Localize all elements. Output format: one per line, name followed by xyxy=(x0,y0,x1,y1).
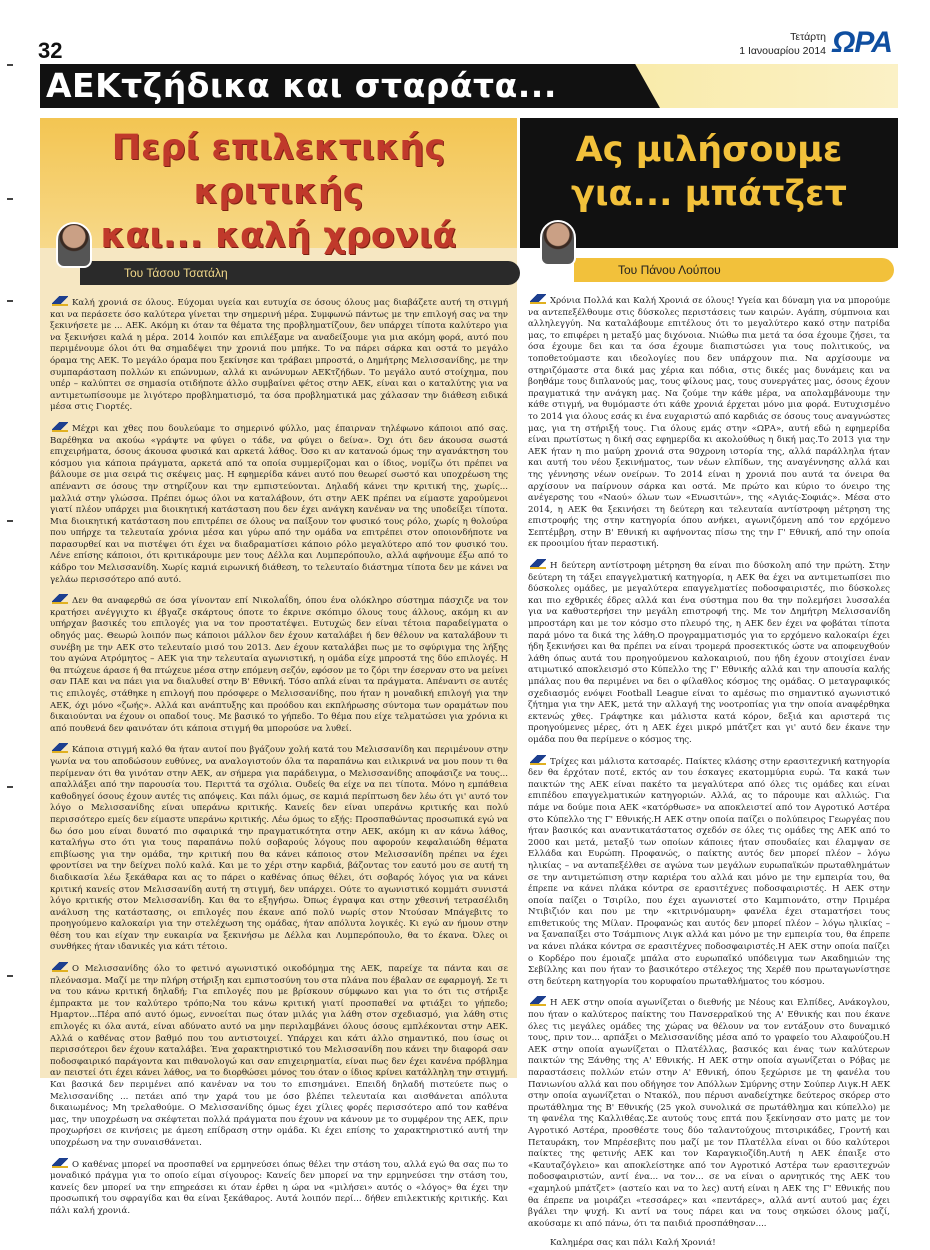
right-headline-line2: για... μπάτζετ xyxy=(571,174,847,214)
page-number: 32 xyxy=(38,38,63,63)
right-paragraph-text: Χρόνια Πολλά και Καλή Χρονιά σε όλους! Υγεία και δύναμη για να μπορούμε να αντεπεξέλθουμε στις δύσκολες περιστάσεις των καιρών. Αγάπη, σύμπνοια και αλληλεγγύη. Να καταλάβουμε επιτέλους ότι το μεγαλύτερο κακό στην πατρίδα μας, το επιφέρει η μεταξύ μας διχόνοια. Νιώθω πια μετά τα όσα έχουμε ζήσει, τα όσα έχουμε δει και τα όσα έχουμε διαπιστώσει για τους πολιτικούς, να τοποθετούμαστε και ιδεολογίες που δεν υπάρχουν πια. Να αρχίσουμε να στηριζόμαστε στα δικά μας χέρια και πόδια, στις δικές μας δυνάμεις και να βοηθάμε τους διπλανούς μας, τους φίλους μας, τους συνεργάτες μας, όσους έχουν πραγματικά την ανάγκη μας. Να ζούμε την κάθε μέρα, να απολαμβάνουμε την κάθε στιγμή, να θυμόμαστε ότι κάθε χρονιά έρχεται μόνο μια φορά. Ευτυχισμένο το 2014 για όλους εσάς κι ένα ευχαριστώ από καρδιάς σε όσους τους αναγνώστες μας, για τη στήριξή τους. Για όλους εμάς στην «ΩΡΑ», αυτή εδώ η εφημερίδα είναι πρωτίστως η δική σας εφημερίδα κι ακολούθως η δική μας.Το 2013 για την ΑΕΚ ήταν η πιο μαύρη χρονιά στα 90χρονη ιστορία της, αλλά παράλληλα ήταν και αυτή του νέου ξεκινήματος, των νέων ελπίδων, της αναγέννησης αλλά και της γέννησης νέων ονείρων. Το 2014 είναι η χρονιά που αυτά τα όνειρα θα αρχίσουν να παίρνουν σάρκα και οστά. Με πρώτο και κύριο το όνειρο της ανέγερσης του «Ναού» όλων των «Ενωσιτών», της «Αγιάς-Σοφιάς». Μέσα στο 2014, η ΑΕΚ θα ξεκινήσει τη δεύτερη και τελευταία αντίστροφη μέτρηση της επιστροφής της στην κατηγορία όπου ανήκει, αγωνιζόμενη από τον ερχόμενο Σεπτέμβρη, στην Β' Εθνική κι αφήνοντας πίσω της την Γ' Εθνική, από την οποία εκ προοιμίου ήταν περαστική. xyxy=(528,296,890,550)
left-paragraph-text: Δεν θα αναφερθώ σε όσα γίνονταν επί Νικολαΐδη, όπου ένα ολόκληρο σύστημα πάσχιζε να τον κρατήσει ανέγγιχτο κι έβγαζε σκάρτους όποτε το έκρινε σκόπιμο όλους τους άλλους, ακόμη κι αν υπήρχαν βασικές του επιλογές για να τον προστατέψει. Ευτυχώς δεν είναι τέτοια παραδείγματα ο οδηγός μας. Θεωρώ λοιπόν πως κάποιοι μάλλον δεν έχουν καταλάβει ή δεν θέλουν να καταλάβουν τι συνέβη με την ΑΕΚ στο τελευταίο μισό του 2013. Δεν έχουν καταλάβει πως με το σφύριγμα της λήξης του αγώνα Ατρόμητος – ΑΕΚ για την τελευταία αγωνιστική, η ομάδα είχε μπροστά της δύο επιλογές. Η θα πτώχευε άρασε ή θα πτώχευε μέσα στην επόμενη σεζόν, εφόσον με το ζόρι την έσερναν στο να μείνει σαν ΠΑΕ και να πάει για να διαλυθεί στην Β' Εθνική. Τόσο απλά είναι τα πράγματα. Απέναντι σε αυτές τις επιλογές, στάθηκε η επιλογή που πρόσφερε ο Μελισσανίδης, που ήταν η μοναδική επιλογή για την ΑΕΚ, όχι μόνο «ζωής». Αλλά και ανάπτυξης και προόδου και εκπλήρωσης σύντομα των οραμάτων που δικαιούνται να έχουν οι οπαδοί τους. Με βασικό το γήπεδο. Το θέμα που είχε τελματώσει για χρόνια κι από πουθενά δεν φαινόταν ότι κάποια στιγμή θα μπορούσε να λυθεί. xyxy=(50,596,508,734)
right-author-avatar xyxy=(540,220,576,266)
left-paragraph xyxy=(50,422,508,586)
pen-icon xyxy=(52,594,68,604)
pen-icon xyxy=(52,422,68,432)
right-paragraph xyxy=(528,755,890,989)
right-paragraph-text: Η δεύτερη αντίστροφη μέτρηση θα είναι πιο δύσκολη από την πρώτη. Στην δεύτερη τη τάξει επαγγελματική κατηγορία, η ΑΕΚ θα έχει να αντιμετωπίσει πιο δύσκολες ομάδες, με μεγαλύτερα επαγγελματίες ποδοσφαιριστές, πιο δύσκολες και πιο εχθρικές έδρες αλλά και ένα σύστημα που θα την πολεμήσει λυσσαλέα για να καθυστερήσει την μεγάλη επιστροφή της. Με τον Δημήτρη Μελισσανίδη μπροστάρη και με τον κόσμο στο πλευρό της, η ΑΕΚ δεν έχει να φοβάται τίποτα παρά μόνο τα δικά της λάθη.Ο προγραμματισμός για το ερχόμενο καλοκαίρι έχει ήδη ξεκινήσει και θα πρέπει να είναι τρομερά προσεκτικός ώστε να αποφευχθούν λάθη όπως αυτά του προηγούμενου καλοκαιριού, που ήδη έχουν στοιχίσει έναν ατιμωτικό αποκλεισμό στο Κύπελλο της Γ' Εθνικής αλλά και την απουσία καλής μπάλας που θα περιμένει να δει ο φίλαθλος κόσμος της ομάδας. Ο μεταγραφικός σχεδιασμός ενόψει Football League είναι το αμέσως πιο σημαντικό αγωνιστικό ζήτημα για την ΑΕΚ, μετά την αλλαγή της νοοτροπίας για την οποία αναφέρθηκα εκτενώς χθες. Γράφτηκε και μάλιστα κατά κόρον, δεξιά και αριστερά τις προηγούμενες μέρες, ότι η ΑΕΚ έχει μικρό μπάτζετ και γι' αυτό δεν έκανε την ομάδα που θα περίμενε ο κόσμος της. xyxy=(528,561,890,745)
right-headline-line1: Ας μιλήσουμε xyxy=(575,130,843,170)
pen-icon xyxy=(52,962,68,972)
margin-mark xyxy=(7,198,13,200)
pen-icon xyxy=(52,743,68,753)
left-paragraph xyxy=(50,594,508,735)
right-paragraph xyxy=(528,996,890,1230)
left-headline xyxy=(40,126,517,258)
pen-icon xyxy=(530,559,546,569)
left-paragraph xyxy=(50,1158,508,1218)
issue-day: Τετάρτη xyxy=(790,31,826,43)
left-article-header xyxy=(40,118,517,256)
right-paragraph-text: Τρίχες και μάλιστα κατσαρές. Παίκτες κλάσης στην ερασιτεχνική κατηγορία δεν θα έρχόταν ποτέ, εκτός αν του έσκαγες εκατομμύρια ευρώ. Τα κακά των παικτών της ΑΕΚ είναι πακέτο τα μεγαλύτερα από όλες τις ομάδες και είναι επιπέδου επαγγελματικών κατηγοριών. Αλλά, ας το πάρουμε και αλλιώς. Για πάμε να δούμε ποια ΑΕΚ «κατόρθωσε» να αποκλειστεί από τον Αγροτικό Αστέρα στο Κύπελλο της Γ' Εθνικής.Η ΑΕΚ στην οποία παίζει ο πολύπειρος Γεωργέας που ήταν βασικός και αναντικατάστατος σχεδόν σε όλες τις ομάδες της ΑΕΚ από το 2000 και μετά, μεταξύ των οποίων κάποιες ήταν σπουδαίες και έλαμψαν σε Ελλάδα και Ευρώπη. Προφανώς, ο παίκτης αυτός δεν μπορεί πλέον – λόγω ηλικίας – να ανταπεξέλθει σε αγώνα των μεγάλων ευρωπαϊκών πρωταθλημάτων σε την αντιμετώπιση στην καριέρα του αλλά και μόνο με την εμπειρία του, θα έπρεπε να κάνει πλάκα κόντρα σε ερασιτέχνες ποδοσφαιριστές. Η ΑΕΚ στην οποία παίζει ο Τσιρίλο, που έχει αγωνιστεί στο Καμπιονάτο, στην Πριμέρα Ντιβιζιόν και που με την «κιτρινόμαυρη» φανέλα έχει σταματήσει τους επιθετικούς της Μίλαν. Προφανώς και αυτός δεν μπορεί πλέον – λόγω ηλικίας – να ξαναπαίξει στο Τσάμπιονς Λιγκ αλλά και μόνο με την εμπειρία του, θα έπρεπε να κάνει πλάκα κόντρα σε ερασιτέχνες ποδοσφαιριστές.Η ΑΕΚ στην οποία παίζει ο Κορδέρο που έμοιαζε μπάλα στο ευρωπαϊκό υπόδειγμα των Ακαδημιών της Σεβίλλης και που ήταν το βασικότερο στέλεχος της Χερέθ που πρωταγωνίστησε στη δεύτερη κατηγορία του κορυφαίου πρωταθλήματος του κόσμου. xyxy=(528,756,890,987)
left-author-bar xyxy=(80,261,520,285)
pen-icon xyxy=(530,755,546,765)
left-paragraph xyxy=(50,962,508,1150)
margin-mark xyxy=(7,520,13,522)
right-paragraph xyxy=(528,559,890,747)
section-title: ΑΕΚτζήδικα και σταράτα... xyxy=(46,66,557,105)
issue-full-date: 1 Ιανουαρίου 2014 xyxy=(739,45,826,57)
right-paragraph-text: Η ΑΕΚ στην οποία αγωνίζεται ο διεθνής με Νέους και Ελπίδες, Ανάκογλου, που ήταν ο καλύτερος παίκτης του Πανσερραϊκού της Α' Εθνικής και που έκανε όλες τις μεγάλες ομάδες της χώρας να θέλουν να τον εντάξουν στο δυναμικό τους, πριν τον... αρπάξει ο Μελισσανίδης μέσα από το γραφείο του Αλαφούζου.Η ΑΕΚ στην οποία αγωνίζεται ο Πλατέλλας, βασικός και ένας των καλύτερων παικτών της Ξάνθης της Α' Εθνικής. Η ΑΕΚ στην οποία αγωνίζεται ο Ρόβας με παραστάσεις πολλών ετών στην Α' Εθνική, όπου ξεχώρισε με τη φανέλα του Πανιωνίου αλλά και που οδήγησε τον Απόλλων Σμύρνης στην Σούπερ Λιγκ.Η ΑΕΚ στην οποία αγωνίζεται ο Ντακόλ, που πέρυσι αναδείχτηκε δεύτερος σκόρερ στο πρωτάθλημα της Β' Εθνικής (25 γκολ συνολικά σε πρωτάθλημα και κύπελλο) με τη φανέλα της Καλλιθέας.Σε αυτούς τους επτά που ξεκίνησαν στο ματς με τον Αγροτικό Αστέρα, προσθέστε τους δύο ταλαντούχους πιτσιρικάδες, Γροντή και Πεταυράκη, τον Μπρέσεβιτς που μαζί με τον Πλατέλλα είναι οι δύο καλύτεροι παίκτες της φετινής ΑΕΚ και τον Καραγκιοζίδη.Αυτή η ΑΕΚ έπαιξε στο «Καυταζόγλειο» και αποκλείστηκε από τον Αγροτικό Αστέρα των ερασιτεχνών ποδοσφαιριστών, αντί ένα... να τον... σε να είναι ο αρνητικός της ΑΕΚ του «χαμηλού μπάτζετ» (αστείο και να το λες) αυτή είναι η ΑΕΚ της Γ' Εθνικής που θα έπρεπε να μοιράζει «τεσσάρες» και «πεντάρες», αλλά αντί αυτού μας έχει βγάλει την ψυχή. Κι αντί να τους πάρει και να τους σηκώσει όλους μαζί, ακούσαμε κι από πάνω, ότι τα παιδιά προσπάθησαν.... xyxy=(528,998,890,1229)
left-article xyxy=(40,118,517,1216)
margin-mark xyxy=(7,300,13,302)
newspaper-logo: ΩΡΑ xyxy=(832,26,892,59)
pen-icon xyxy=(530,996,546,1006)
left-paragraph-text: Κάποια στιγμή καλό θα ήταν αυτοί που βγάζουν χολή κατά του Μελισσανίδη και περιμένουν στην γωνία να του αποδώσουν ευθύνες, να αναλογιστούν όλα τα παραπάνω και ειλικρινά να μου πουν τι θα περίμεναν ότι θα γινόταν στην ΑΕΚ, αν σήμερα για παράδειγμα, ο Μελισσανίδης αποφάσιζε να τους... απαλλάξει από την παρουσία του. Περιττά τα σχόλια. Ουδείς θα είχε να πει τίποτα. Μόνο η εμπάθεια καθοδηγεί όσους έχουν αυτές τις απόψεις. Και πάλι όμως, σε καμιά περίπτωση δεν λέω ότι γι' αυτό τον λόγο ο Μελισσανίδης είναι υπεράνω κριτικής. Κανείς δεν είναι υπεράνω κριτικής και πολύ περισσότερο εμείς δεν είμαστε υπεράνω κριτικής. Λέω όμως το εξής: Προσπαθώντας προσωπικά εγώ να δω όσο μου είναι δυνατό πιο σφαιρικά την πραγματικότητα στην ΑΕΚ, ακόμη κι αν κάνω λάθος, καταλήγω στο ότι για τους παραπάνω πολύ σοβαρούς λόγους που αφορούν κεφαλαιώδη θέματα επιβίωσης για την ομάδα, την κριτική που θα κάνει κάποιος στον Μελισσανίδη πρέπει να έχει φροντίσει να την δείχνει πολύ καλά. Και με το χέρι στην καρδιά, βάζοντας τον εαυτό μου σε αυτή τη διαδικασία λέω ξεκάθαρα και ας το πάρει ο καθένας όπως θέλει, ότι σοβαρός λόγος για να κάνει κριτική κανείς στον Μελισσανίδη αυτή τη στιγμή, δεν υπάρχει. Ούτε το αγωνιστικό κομμάτι συνιστά λόγο κριτικής στον Μελισσανίδη. Και θα το εξηγήσω. Όπως έγραψα και στην χθεσινή τετρασέλιδη ανάλυση της κατάστασης, οι επιλογές που έκανε από πολύ νωρίς στον Ντούσαν Μπάγεβιτς το προηγούμενο καλοκαίρι για την στελέχωση της ομάδας, ήταν απόλυτα λογικές. Κι εγώ αν ήμουν στην θέση του και είχαν την ευκαιρία να ξεκινήσω με Δέλλα και Λυμπερόπουλο, θα το έκανα. Όλες οι συνθήκες ήταν ιδανικές για κάτι τέτοιο. xyxy=(50,745,508,953)
left-paragraph-text: Ο καθένας μπορεί να προσπαθεί να ερμηνεύσει όπως θέλει την στάση του, αλλά εγώ θα σας πω το μοναδικό πράγμα για το οποίο είμαι σίγουρος: Κανείς δεν μπορεί να την ερμηνεύσει την στάση του, κανείς δεν μπορεί να την επηρεάσει κι όταν έρθει η ώρα να «μιλήσει» αυτός ο «λόγος» θα έχει την προσωπική του σφραγίδα και θα είναι ξεκάθαρος. Αυτά λοιπόν περί... δήθεν επιλεκτικής κριτικής. Και πάλι καλή χρονιά. xyxy=(50,1159,508,1216)
left-paragraph-text: Μέχρι και χθες που δουλεύαμε το σημερινό φύλλο, μας έπαιρναν τηλέφωνο κάποιοι από σας. Βαρέθηκα να ακούω «γράψτε να φύγει ο τάδε, να φύγει ο δείνα». Όχι ότι δεν άκουσα σωστά επιχειρήματα, όσους άκουσα φυσικά και αρκετά λάθος. Όσο κι αν κατανοώ όμως την αγανάκτηση του κόσμου για κάποια πράγματα, αρκετά από τα οποία συμμερίζομαι και ο ίδιος, νομίζω ότι πρέπει να βάλουμε σε μια σειρά τις σκέψεις μας. Η εφημερίδα κάνει αυτό που θεωρεί σωστό και υποχρέωση της απέναντι σε όσους την στηρίζουν και την εμπιστεύονται. Δηλαδή κάνει την κριτική της, χωρίς... μαλλιά στην γλώσσα. Πρέπει όμως όλοι να καταλάβουν, ότι στην ΑΕΚ πρέπει να είμαστε χαρούμενοι γιατί πλέον υπάρχει μια διοικητική κατάσταση που δεν έχει ανάγκη κανέναν να της υποδείξει τίποτα. Μια διοικητική κατάσταση που επιτρέπει σε όλους να παίξουν τον φυσικό τους ρόλο, χωρίς η θολούρα που υπήρχε τα τελευταία χρόνια μέσα και γύρω από την ομάδα να επιτρέπει στον οποιονδήποτε να παρασυρθεί και να πιστέψει ότι έχει να διαδραματίσει κάποιο ρόλο μεγαλύτερο από τον φυσικό του. Λένε επίσης κάποιοι, ότι κριτικάρουμε μεν τους Δέλλα και Λυμπερόπουλο, αλλά αφήνουμε έξω από το κάδρο τον Μελισσανίδη. Χωρίς καμιά ειρωνική διάθεση, το τελευταίο διάστημα τίποτα δεν με κάνει να γελάω περισσότερο από αυτό. xyxy=(50,423,508,585)
left-headline-line1: Περί επιλεκτικής κριτικής xyxy=(111,128,446,212)
left-author-avatar xyxy=(56,222,92,268)
left-paragraph xyxy=(50,743,508,954)
right-closing-text: Καλημέρα σας και πάλι Καλή Χρονιά! xyxy=(550,1238,716,1249)
left-paragraph-text: Ο Μελισσανίδης όλο το φετινό αγωνιστικό οικοδόμημα της ΑΕΚ, παρείχε τα πάντα και σε πλεόνασμα. Μαζί με την πλήρη στήριξη και εμπιστοσύνη του στα πλάνα που έβαλαν σε εφαρμογή. Σε τι να του κάνω κριτική δηλαδή; Για επιλογές που με βρίσκουν σύμφωνο και για το ότι τις στήριξε έμπρακτα με τον καλύτερο τρόπο;Να του κάνω κριτική γιατί προσπαθεί να φτιάξει το γήπεδο; Ημαρτον...Πέρα από αυτό όμως, εννοείται πως όταν μιλάς για λάθη στον σχεδιασμό, για λάθη στις επιλογές κι όλα αυτά, είναι αδύνατο αυτό να μην περιλαμβάνει όλους όσους εμπλέκονται στην ΑΕΚ. Αλλά ο καθένας στον βαθμό που του αντιστοιχεί. Υπάρχει και κάτι άλλο σημαντικό, που ίσως οι περισσότεροι δεν έχουν καταλάβει. Ένα χαρακτηριστικό του Μελισσανίδη που κάνει την διαφορά σαν ποδοσφαιρικό παράγοντα και πιθανολογώ και σαν επιχειρηματία, είναι πως δεν έχει κανένα πρόβλημα αν πειστεί ότι έχει κάνει λάθος, να το διορθώσει μόνος του όταν ο ίδιος κρίνει κατάλληλη την στιγμή. Και βασικά δεν περιμένει από κανέναν να του το επισημάνει. Επειδή δηλαδή πιστεύετε πως ο Μελισσανίδης ... πετάει από την χαρά του με όσο βλέπει τελευταία και αισθάνεται απόλυτα δικαιωμένος; Μη τρελαθούμε. Ο Μελισσανίδης όμως έχει χίλιες φορές περισσότερο από τον καθένα μας, την υποχρέωση να σκέφτεται πολλά πράγματα που έχουν να κάνουν με το συμφέρον της ΑΕΚ, πριν προχωρήσει σε κινήσεις με άμεση επίδραση στην ομάδα. Κι έχει επίσης το χαρακτηριστικό αυτή την υποχρέωση να την συναισθάνεται. xyxy=(50,964,508,1148)
right-author-bar xyxy=(574,258,894,282)
right-article-header xyxy=(520,118,898,248)
right-article xyxy=(520,118,898,1249)
left-headline-line2: και... καλή χρονιά xyxy=(100,216,457,256)
pen-icon xyxy=(52,296,68,306)
issue-date xyxy=(739,30,826,58)
left-paragraph xyxy=(50,296,508,414)
pen-icon xyxy=(52,1158,68,1168)
left-author-name: Του Τάσου Τσατάλη xyxy=(124,266,228,280)
right-paragraph xyxy=(528,1238,890,1250)
margin-mark xyxy=(7,64,13,66)
right-paragraph xyxy=(528,294,890,551)
right-headline xyxy=(520,128,898,216)
right-article-body xyxy=(528,294,890,1249)
pen-icon xyxy=(530,294,546,304)
margin-mark xyxy=(7,786,13,788)
margin-mark xyxy=(7,975,13,977)
right-author-name: Του Πάνου Λούπου xyxy=(618,263,721,277)
left-paragraph-text: Καλή χρονιά σε όλους. Εύχομαι υγεία και ευτυχία σε όσους όλους μας διαβάζετε αυτή τη στιγμή και να περάσετε όσο καλύτερα γίνεται την σημερινή μέρα. Συμφωνώ πάντως με την επιλογή σας να την ξεκινήσετε με ... ΑΕΚ. Ακόμη κι όταν τα θέματα της προβληματίζουν, δεν υπάρχει τίποτα καλύτερο για να ξεκινήσει καλά η μέρα. 2014 λοιπόν και επιλέξαμε να αναδείξουμε για μια ακόμη φορά, αυτό που περιμένουμε όλοι ότι θα σημαδέψει την χρονιά που μπήκε. Το να πάρει σάρκα και οστά το μεγάλο όραμα της ΑΕΚ. Το μεγάλο όραμα που ξεκίνησε και τράβαει μπροστά, ο Δημήτρης Μελισσανίδης, με την συμπαράσταση πολλών κι επώνυμων, αλλά κι ανώνυμων ΑΕΚτζήδων. Το μεγάλο αυτό στοίχημα, που υπέρ – καλύπτει σε σημασία οτιδήποτε άλλο συμβαίνει φέτος στην ΑΕΚ, είναι και ο καταλύτης για να αντιμετωπίσουμε με λιγότερο προβληματισμό, τα όσα προβληματικά μας χάλασαν την διάθεση ειδικά μέσα στις Γιορτές. xyxy=(50,298,508,413)
left-article-body xyxy=(50,296,508,1216)
